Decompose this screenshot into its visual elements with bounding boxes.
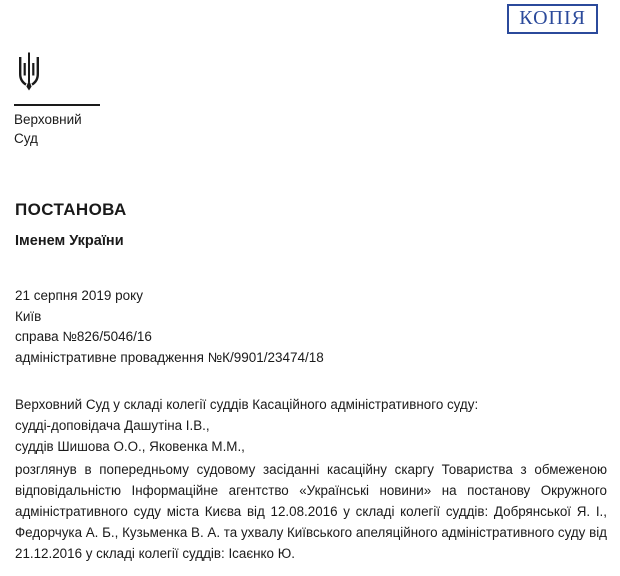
case-number: справа №826/5046/16 [15, 329, 152, 345]
document-subtitle: Іменем України [15, 233, 124, 249]
letterhead-divider [14, 104, 100, 106]
court-name-line-1: Верховний [14, 112, 82, 127]
court-name-line-2: Суд [14, 131, 38, 147]
body-paragraph-1: розглянув в попередньому судовому засіданні касаційну скаргу Товариства з обмеженою відповідальністю Інформаційне агентство «Українські новини» на постанову Окружного адміністративного суду міста Києва від 12.08.2016 у складі колегії суддів: Добрянської Я. І., Федорчука А. Б., Кузьменка В. А. та ухвалу Київського апеляційного адміністративного суду від 21.12.2016 у складі колегії суддів: Ісаєнко Ю. [15, 462, 607, 562]
copy-stamp-label: КОПІЯ [519, 7, 586, 29]
court-letterhead [14, 52, 134, 148]
copy-stamp [507, 4, 598, 34]
judges-panel: суддів Шишова О.О., Яковенка М.М., [15, 439, 245, 455]
ukraine-trident-emblem-icon [16, 52, 42, 96]
court-name [14, 110, 134, 148]
document-body [15, 394, 607, 564]
proceeding-number: адміністративне провадження №К/9901/23474/18 [15, 349, 324, 365]
document-meta [15, 286, 324, 368]
body-lead: Верховний Суд у складі колегії суддів Касаційного адміністративного суду: [15, 397, 479, 412]
document-title: ПОСТАНОВА [15, 200, 127, 219]
document-city: Київ [15, 308, 42, 324]
judge-rapporteur: судді-доповідача Дашутіна І.В., [15, 418, 210, 434]
document-date: 21 серпня 2019 року [15, 288, 143, 303]
